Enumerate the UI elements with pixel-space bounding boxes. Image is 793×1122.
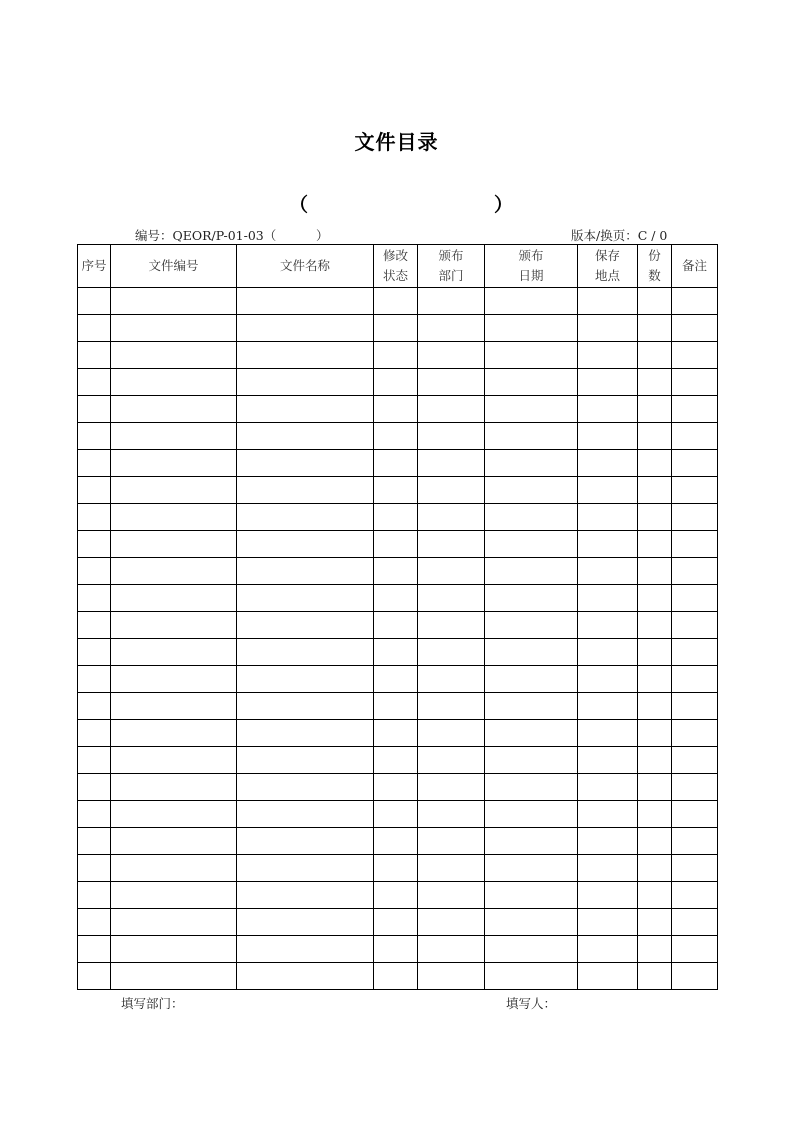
table-row — [78, 774, 718, 801]
table-cell[interactable] — [418, 423, 485, 450]
table-row — [78, 396, 718, 423]
table-cell[interactable] — [237, 531, 374, 558]
table-cell[interactable] — [78, 531, 111, 558]
table-cell[interactable] — [418, 747, 485, 774]
table-cell[interactable] — [418, 855, 485, 882]
header-revision-status: 修改 状态 — [374, 245, 418, 288]
table-cell[interactable] — [237, 369, 374, 396]
table-cell[interactable] — [485, 423, 578, 450]
table-cell[interactable] — [578, 396, 638, 423]
table-cell[interactable] — [374, 369, 418, 396]
table-cell[interactable] — [78, 369, 111, 396]
table-cell[interactable] — [374, 963, 418, 990]
table-cell[interactable] — [638, 477, 672, 504]
table-cell[interactable] — [578, 315, 638, 342]
table-cell[interactable] — [418, 774, 485, 801]
table-cell[interactable] — [485, 342, 578, 369]
table-cell[interactable] — [237, 612, 374, 639]
table-cell[interactable] — [237, 666, 374, 693]
table-cell[interactable] — [418, 963, 485, 990]
table-cell[interactable] — [374, 774, 418, 801]
table-cell[interactable] — [374, 747, 418, 774]
table-cell[interactable] — [418, 693, 485, 720]
table-cell[interactable] — [672, 855, 718, 882]
table-row — [78, 585, 718, 612]
table-cell[interactable] — [418, 882, 485, 909]
table-cell[interactable] — [672, 774, 718, 801]
table-cell[interactable] — [78, 396, 111, 423]
table-cell[interactable] — [638, 909, 672, 936]
document-code: 编号：QEOR/P-01-03（ ） — [135, 228, 329, 243]
table-cell[interactable] — [672, 288, 718, 315]
table-cell[interactable] — [374, 423, 418, 450]
table-cell[interactable] — [672, 558, 718, 585]
table-cell[interactable] — [638, 288, 672, 315]
page-title: 文件目录 — [354, 130, 439, 154]
table-cell[interactable] — [111, 396, 237, 423]
table-cell[interactable] — [485, 477, 578, 504]
table-cell[interactable] — [418, 936, 485, 963]
table-cell[interactable] — [78, 612, 111, 639]
table-cell[interactable] — [78, 909, 111, 936]
table-cell[interactable] — [638, 504, 672, 531]
table-cell[interactable] — [374, 801, 418, 828]
table-cell[interactable] — [672, 963, 718, 990]
table-cell[interactable] — [485, 558, 578, 585]
table-cell[interactable] — [638, 450, 672, 477]
table-cell[interactable] — [111, 423, 237, 450]
table-cell[interactable] — [578, 612, 638, 639]
table-row — [78, 423, 718, 450]
table-cell[interactable] — [485, 585, 578, 612]
table-cell[interactable] — [578, 828, 638, 855]
table-cell[interactable] — [578, 423, 638, 450]
table-cell[interactable] — [638, 531, 672, 558]
table-cell[interactable] — [638, 720, 672, 747]
table-cell[interactable] — [111, 693, 237, 720]
table-cell[interactable] — [672, 369, 718, 396]
table-cell[interactable] — [374, 288, 418, 315]
table-cell[interactable] — [374, 477, 418, 504]
table-cell[interactable] — [638, 396, 672, 423]
table-cell[interactable] — [237, 963, 374, 990]
table-cell[interactable] — [418, 558, 485, 585]
table-row — [78, 342, 718, 369]
table-cell[interactable] — [485, 396, 578, 423]
table-cell[interactable] — [111, 936, 237, 963]
table-cell[interactable] — [638, 855, 672, 882]
table-cell[interactable] — [672, 531, 718, 558]
table-cell[interactable] — [418, 639, 485, 666]
table-cell[interactable] — [485, 531, 578, 558]
table-cell[interactable] — [485, 882, 578, 909]
table-cell[interactable] — [485, 774, 578, 801]
table-cell[interactable] — [111, 288, 237, 315]
table-cell[interactable] — [111, 477, 237, 504]
table-cell[interactable] — [578, 720, 638, 747]
table-row — [78, 477, 718, 504]
table-cell[interactable] — [237, 747, 374, 774]
table-cell[interactable] — [374, 315, 418, 342]
table-cell[interactable] — [78, 423, 111, 450]
table-cell[interactable] — [578, 882, 638, 909]
table-cell[interactable] — [485, 936, 578, 963]
header-index: 序号 — [78, 245, 111, 288]
table-cell[interactable] — [638, 666, 672, 693]
table-cell[interactable] — [485, 666, 578, 693]
header-file-code: 文件编号 — [111, 245, 237, 288]
table-cell[interactable] — [418, 828, 485, 855]
table-cell[interactable] — [78, 774, 111, 801]
table-cell[interactable] — [374, 639, 418, 666]
table-cell[interactable] — [578, 909, 638, 936]
table-cell[interactable] — [418, 369, 485, 396]
table-row — [78, 855, 718, 882]
table-cell[interactable] — [374, 693, 418, 720]
table-cell[interactable] — [672, 828, 718, 855]
table-cell[interactable] — [638, 936, 672, 963]
table-cell[interactable] — [78, 504, 111, 531]
table-cell[interactable] — [374, 828, 418, 855]
table-cell[interactable] — [111, 774, 237, 801]
table-cell[interactable] — [672, 504, 718, 531]
table-cell[interactable] — [578, 342, 638, 369]
table-row — [78, 963, 718, 990]
table-cell[interactable] — [237, 801, 374, 828]
table-cell[interactable] — [111, 828, 237, 855]
table-cell[interactable] — [485, 450, 578, 477]
table-cell[interactable] — [578, 450, 638, 477]
table-cell[interactable] — [111, 909, 237, 936]
table-cell[interactable] — [672, 342, 718, 369]
table-cell[interactable] — [374, 531, 418, 558]
table-cell[interactable] — [111, 315, 237, 342]
table-cell[interactable] — [374, 504, 418, 531]
table-cell[interactable] — [78, 936, 111, 963]
table-cell[interactable] — [672, 585, 718, 612]
table-cell[interactable] — [418, 450, 485, 477]
header-issue-date: 颁布 日期 — [485, 245, 578, 288]
table-cell[interactable] — [578, 855, 638, 882]
table-cell[interactable] — [111, 666, 237, 693]
table-cell[interactable] — [111, 747, 237, 774]
table-cell[interactable] — [111, 450, 237, 477]
table-cell[interactable] — [237, 477, 374, 504]
table-cell[interactable] — [418, 288, 485, 315]
table-cell[interactable] — [78, 828, 111, 855]
table-cell[interactable] — [374, 882, 418, 909]
table-cell[interactable] — [485, 693, 578, 720]
table-cell[interactable] — [237, 909, 374, 936]
table-cell[interactable] — [111, 558, 237, 585]
table-cell[interactable] — [78, 855, 111, 882]
table-cell[interactable] — [638, 585, 672, 612]
table-cell[interactable] — [638, 882, 672, 909]
table-cell[interactable] — [237, 396, 374, 423]
table-cell[interactable] — [638, 828, 672, 855]
header-issuing-department: 颁布 部门 — [418, 245, 485, 288]
table-cell[interactable] — [78, 882, 111, 909]
table-cell[interactable] — [111, 963, 237, 990]
table-cell[interactable] — [111, 720, 237, 747]
subtitle-close-paren: ） — [494, 194, 514, 216]
table-cell[interactable] — [672, 720, 718, 747]
table-cell[interactable] — [485, 801, 578, 828]
table-cell[interactable] — [418, 396, 485, 423]
table-cell[interactable] — [111, 801, 237, 828]
table-cell[interactable] — [485, 909, 578, 936]
table-cell[interactable] — [237, 720, 374, 747]
table-cell[interactable] — [237, 693, 374, 720]
table-cell[interactable] — [672, 936, 718, 963]
table-cell[interactable] — [638, 639, 672, 666]
table-cell[interactable] — [672, 450, 718, 477]
table-cell[interactable] — [485, 612, 578, 639]
table-cell[interactable] — [672, 882, 718, 909]
table-cell[interactable] — [78, 747, 111, 774]
table-cell[interactable] — [638, 423, 672, 450]
table-cell[interactable] — [672, 747, 718, 774]
table-cell[interactable] — [578, 369, 638, 396]
table-cell[interactable] — [78, 477, 111, 504]
table-cell[interactable] — [374, 936, 418, 963]
table-cell[interactable] — [672, 909, 718, 936]
table-cell[interactable] — [237, 342, 374, 369]
table-cell[interactable] — [578, 639, 638, 666]
table-cell[interactable] — [672, 423, 718, 450]
table-cell[interactable] — [237, 450, 374, 477]
table-cell[interactable] — [418, 531, 485, 558]
table-cell[interactable] — [672, 477, 718, 504]
version-label: 版本/换页：C / 0 — [571, 228, 668, 243]
table-body — [78, 288, 718, 990]
table-cell[interactable] — [578, 585, 638, 612]
table-cell[interactable] — [672, 801, 718, 828]
table-cell[interactable] — [237, 558, 374, 585]
table-cell[interactable] — [485, 828, 578, 855]
header-copies: 份 数 — [638, 245, 672, 288]
table-cell[interactable] — [485, 504, 578, 531]
table-cell[interactable] — [672, 612, 718, 639]
table-cell[interactable] — [485, 963, 578, 990]
table-cell[interactable] — [418, 612, 485, 639]
table-cell[interactable] — [374, 909, 418, 936]
table-cell[interactable] — [578, 693, 638, 720]
table-cell[interactable] — [237, 288, 374, 315]
table-cell[interactable] — [418, 801, 485, 828]
table-cell[interactable] — [374, 396, 418, 423]
table-row — [78, 639, 718, 666]
table-cell[interactable] — [78, 558, 111, 585]
table-cell[interactable] — [418, 720, 485, 747]
table-cell[interactable] — [638, 774, 672, 801]
table-cell[interactable] — [638, 612, 672, 639]
table-cell[interactable] — [418, 342, 485, 369]
table-cell[interactable] — [418, 585, 485, 612]
table-cell[interactable] — [374, 450, 418, 477]
table-row — [78, 720, 718, 747]
table-cell[interactable] — [638, 801, 672, 828]
table-cell[interactable] — [578, 531, 638, 558]
table-cell[interactable] — [485, 747, 578, 774]
table-cell[interactable] — [672, 315, 718, 342]
table-header-row — [78, 245, 718, 288]
table-cell[interactable] — [578, 666, 638, 693]
table-cell[interactable] — [111, 612, 237, 639]
table-row — [78, 369, 718, 396]
table-row — [78, 504, 718, 531]
table-cell[interactable] — [578, 801, 638, 828]
table-cell[interactable] — [638, 693, 672, 720]
table-cell[interactable] — [111, 585, 237, 612]
table-cell[interactable] — [638, 963, 672, 990]
table-cell[interactable] — [672, 639, 718, 666]
table-row — [78, 936, 718, 963]
table-cell[interactable] — [78, 585, 111, 612]
table-cell[interactable] — [78, 720, 111, 747]
table-cell[interactable] — [237, 315, 374, 342]
table-cell[interactable] — [78, 666, 111, 693]
header-storage-location: 保存 地点 — [578, 245, 638, 288]
table-row — [78, 882, 718, 909]
table-cell[interactable] — [237, 504, 374, 531]
table-cell[interactable] — [638, 315, 672, 342]
table-cell[interactable] — [111, 639, 237, 666]
table-cell[interactable] — [111, 882, 237, 909]
table-cell[interactable] — [638, 558, 672, 585]
table-cell[interactable] — [237, 585, 374, 612]
table-cell[interactable] — [485, 288, 578, 315]
table-cell[interactable] — [374, 720, 418, 747]
table-cell[interactable] — [418, 477, 485, 504]
table-cell[interactable] — [237, 882, 374, 909]
table-cell[interactable] — [78, 801, 111, 828]
table-cell[interactable] — [578, 963, 638, 990]
table-row — [78, 288, 718, 315]
fill-department-label: 填写部门： — [121, 996, 184, 1011]
table-cell[interactable] — [672, 693, 718, 720]
table-cell[interactable] — [78, 315, 111, 342]
table-cell[interactable] — [237, 774, 374, 801]
table-cell[interactable] — [111, 531, 237, 558]
filler-label: 填写人： — [506, 996, 557, 1011]
table-cell[interactable] — [578, 504, 638, 531]
table-row — [78, 558, 718, 585]
table-cell[interactable] — [578, 774, 638, 801]
table-cell[interactable] — [237, 423, 374, 450]
table-cell[interactable] — [78, 963, 111, 990]
table-cell[interactable] — [237, 855, 374, 882]
subtitle-open-paren: （ — [289, 194, 309, 216]
table-cell[interactable] — [374, 558, 418, 585]
table-row — [78, 666, 718, 693]
table-cell[interactable] — [485, 855, 578, 882]
table-cell[interactable] — [78, 693, 111, 720]
table-cell[interactable] — [418, 666, 485, 693]
table-cell[interactable] — [237, 936, 374, 963]
table-cell[interactable] — [578, 288, 638, 315]
table-cell[interactable] — [485, 639, 578, 666]
table-cell[interactable] — [111, 369, 237, 396]
table-cell[interactable] — [672, 396, 718, 423]
table-row — [78, 801, 718, 828]
table-row — [78, 315, 718, 342]
table-cell[interactable] — [578, 558, 638, 585]
table-cell[interactable] — [374, 666, 418, 693]
table-cell[interactable] — [638, 747, 672, 774]
table-cell[interactable] — [111, 855, 237, 882]
table-row — [78, 693, 718, 720]
table-cell[interactable] — [374, 342, 418, 369]
table-cell[interactable] — [78, 450, 111, 477]
table-cell[interactable] — [111, 342, 237, 369]
table-cell[interactable] — [418, 315, 485, 342]
table-cell[interactable] — [485, 315, 578, 342]
table-cell[interactable] — [374, 612, 418, 639]
table-row — [78, 531, 718, 558]
table-cell[interactable] — [78, 342, 111, 369]
table-row — [78, 909, 718, 936]
table-cell[interactable] — [418, 504, 485, 531]
table-cell[interactable] — [672, 666, 718, 693]
header-remarks: 备注 — [672, 245, 718, 288]
table-cell[interactable] — [578, 747, 638, 774]
table-cell[interactable] — [78, 288, 111, 315]
table-cell[interactable] — [237, 828, 374, 855]
table-row — [78, 612, 718, 639]
table-row — [78, 450, 718, 477]
table-row — [78, 828, 718, 855]
table-cell[interactable] — [418, 909, 485, 936]
table-row — [78, 747, 718, 774]
table-cell[interactable] — [78, 639, 111, 666]
table-cell[interactable] — [638, 369, 672, 396]
table-cell[interactable] — [111, 504, 237, 531]
header-file-name: 文件名称 — [237, 245, 374, 288]
table-cell[interactable] — [578, 477, 638, 504]
table-cell[interactable] — [485, 369, 578, 396]
table-cell[interactable] — [578, 936, 638, 963]
table-cell[interactable] — [638, 342, 672, 369]
table-cell[interactable] — [374, 855, 418, 882]
file-directory-table — [77, 244, 718, 990]
table-cell[interactable] — [237, 639, 374, 666]
table-cell[interactable] — [485, 720, 578, 747]
table-cell[interactable] — [374, 585, 418, 612]
